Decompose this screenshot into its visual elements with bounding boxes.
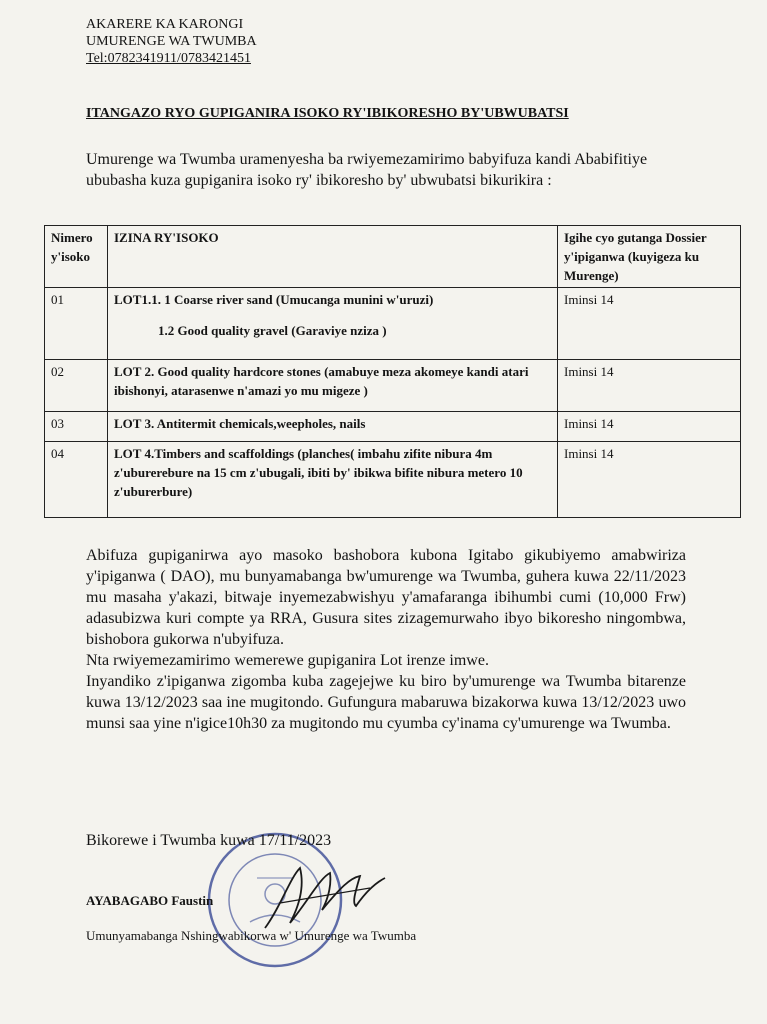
row-deadline: Iminsi 14 <box>558 360 741 412</box>
signatory-role: Umunyamabanga Nshingwabikorwa w' Umurenge wa Twumba <box>86 928 417 943</box>
row-lot-name: LOT 2. Good quality hardcore stones (amabuye meza akomeye kandi atari ibishonyi, atarasenwe n'amazi yo mu migeze ) <box>108 360 558 412</box>
header-number: Nimero y'isoko <box>45 226 108 288</box>
phone-number: Tel:0782341911/0783421451 <box>86 51 251 66</box>
row-deadline: Iminsi 14 <box>558 288 741 360</box>
notice-title: ITANGAZO RYO GUPIGANIRA ISOKO RY'IBIKORESHO BY'UBWUBATSI <box>86 106 569 121</box>
table-row <box>45 442 741 518</box>
district-name: AKARERE KA KARONGI <box>86 17 244 32</box>
row-deadline: Iminsi 14 <box>558 412 741 442</box>
lots-table <box>44 225 741 518</box>
table-row <box>45 360 741 412</box>
intro-paragraph: Umurenge wa Twumba uramenyesha ba rwiyemezamirimo babyifuza kandi Ababifitiye ububasha kuza gupiganira isoko ry' ibikoresho by' ubwubatsi bikurikira : <box>86 151 648 189</box>
body-paragraph-dao: Abifuza gupiganirwa ayo masoko bashobora kubona Igitabo gikubiyemo amabwiriza y'ipiganwa ( DAO), mu bunyamabanga bw'umurenge wa Twumba, guhera kuwa 22/11/2023 mu masaha y'akazi, bitwaje inyemezabwishyu y'amafaranga ibihumbi cumi (10,000 Frw) adasubizwa kuri compte ya RRA, Gusura sites zizagemurwaho ibyo bikoresho ningombwa, bishobora gukorwa n'ubyifuza. <box>86 547 686 648</box>
signed-place-date: Bikorewe i Twumba kuwa 17/11/2023 <box>86 832 332 849</box>
body-paragraph-submission: Inyandiko z'ipiganwa zigomba kuba zagejejwe ku biro by'umurenge wa Twumba bitarenze kuwa 13/12/2023 saa ine mugitondo. Gufungura mabaruwa bizakorwa kuwa 13/12/2023 uwo munsi saa yine n'igice10h30 za mugitondo mu cyumba cy'inama cy'umurenge wa Twumba. <box>86 673 686 732</box>
table-header-row <box>45 226 741 288</box>
row-number: 01 <box>45 288 108 360</box>
notice-body <box>86 545 686 734</box>
row-number: 03 <box>45 412 108 442</box>
body-paragraph-lot-rule: Nta rwiyemezamirimo wemerewe gupiganira Lot irenze imwe. <box>86 652 489 669</box>
table-row <box>45 288 741 360</box>
row-deadline: Iminsi 14 <box>558 442 741 518</box>
letterhead <box>86 16 257 67</box>
row-number: 04 <box>45 442 108 518</box>
handwritten-signature <box>260 848 390 938</box>
row-lot-name: LOT 4.Timbers and scaffoldings (planches( imbahu zifite nibura 4m z'uburerebure na 15 cm z'ubugali, ibiti by' ibikwa bifite nibura metero 10 z'uburerbure) <box>108 442 558 518</box>
lot-title: LOT1.1. 1 Coarse river sand (Umucanga munini w'uruzi) <box>114 292 434 307</box>
signatory-name: AYABAGABO Faustin <box>86 893 214 908</box>
table-row <box>45 412 741 442</box>
row-lot-name <box>108 288 558 360</box>
row-number: 02 <box>45 360 108 412</box>
lot-subitem: 1.2 Good quality gravel (Garaviye nziza ) <box>158 323 387 338</box>
header-deadline: Igihe cyo gutanga Dossier y'ipiganwa (kuyigeza ku Murenge) <box>558 226 741 288</box>
header-name: IZINA RY'ISOKO <box>108 226 558 288</box>
sector-name: UMURENGE WA TWUMBA <box>86 34 257 49</box>
row-lot-name: LOT 3. Antitermit chemicals,weepholes, nails <box>108 412 558 442</box>
